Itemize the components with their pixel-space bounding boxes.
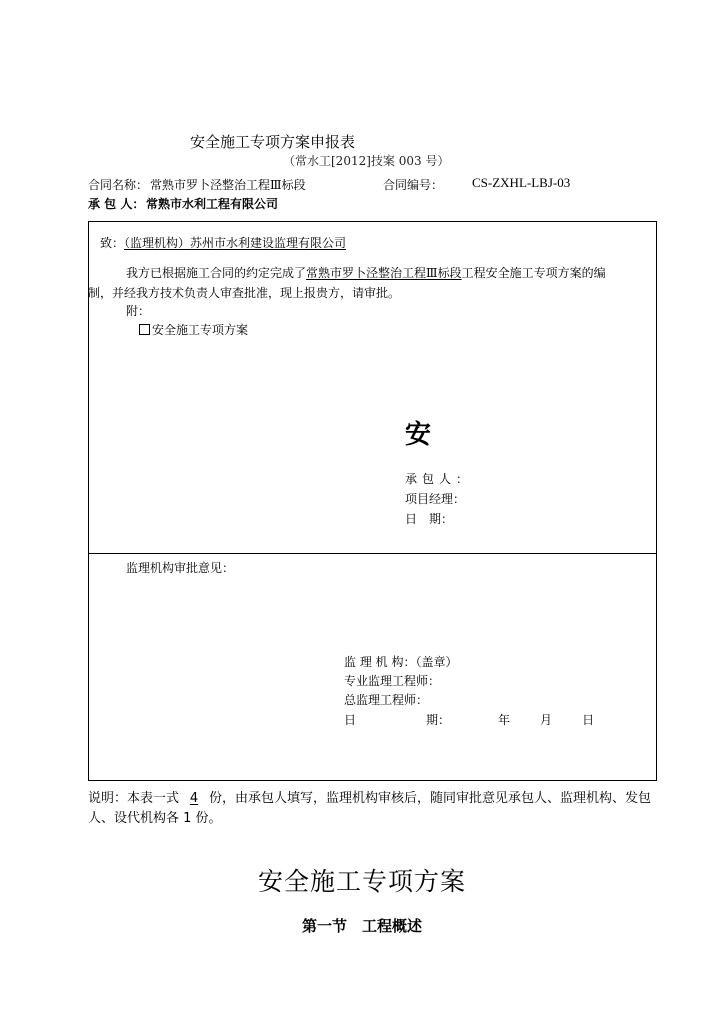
form-title: 安全施工专项方案申报表	[190, 133, 356, 151]
form-divider	[89, 553, 656, 554]
note-copies: 4	[189, 791, 199, 806]
supervising-engineer-label: 专业监理工程师：	[344, 674, 441, 688]
statement-project: 常熟市罗卜泾整治工程Ⅲ标段	[306, 266, 462, 280]
date-label-a: 日	[344, 713, 357, 727]
document-main-title: 安全施工专项方案	[257, 867, 466, 896]
supervision-date-line	[344, 711, 594, 728]
contract-name-label: 合同名称：	[88, 178, 149, 192]
contract-no-value: CS-ZXHL-LBJ-03	[472, 175, 571, 190]
statement-prefix: 我方已根据施工合同的约定完成了	[126, 266, 307, 280]
section-title: 第一节 工程概述	[301, 917, 422, 935]
note-suffix: 份，由承包人填写，监理机构审核后，随同审批意见承包人、监理机构、发包	[209, 791, 652, 806]
form-number: （常水工[2012]技案 003 号）	[283, 154, 450, 168]
addressee-line	[100, 234, 346, 251]
supervision-org-label: 监 理 机 构：（盖章）	[344, 655, 458, 669]
attachment-label: 附：	[126, 304, 151, 318]
chief-engineer-label: 总监理工程师：	[344, 693, 429, 707]
note-line-2: 人、设代机构各 1 份。	[88, 811, 222, 826]
date-label-b: 期：	[426, 713, 451, 727]
contractor-value: 常熟市水利工程有限公司	[146, 197, 279, 211]
statement-suffix: 工程安全施工专项方案的编	[461, 266, 606, 280]
contract-name-value: 常熟市罗卜泾整治工程Ⅲ标段	[150, 178, 306, 192]
attachment-checkbox[interactable]	[139, 324, 150, 335]
statement-line-2: 制，并经我方技术负责人审查批准，现上报贵方，请审批。	[88, 286, 401, 300]
supervision-opinion-label: 监理机构审批意见：	[126, 561, 235, 575]
day-label: 日	[582, 713, 595, 727]
seal-character: 安	[405, 420, 432, 450]
attachment-item-label: 安全施工专项方案	[152, 323, 249, 337]
month-label: 月	[540, 713, 553, 727]
contractor-date-label: 日 期：	[405, 512, 454, 526]
statement-line-1	[126, 264, 606, 281]
year-label: 年	[498, 713, 511, 727]
addressee-value: （监理机构）苏州市水利建设监理有限公司	[124, 236, 347, 250]
contractor-signature-label: 承包人：	[405, 472, 474, 486]
contractor-label: 承 包 人：	[88, 197, 145, 211]
note-line-1	[88, 787, 651, 806]
addressee-prefix: 致：	[100, 236, 125, 250]
note-prefix: 说明：本表一式	[88, 791, 180, 806]
contract-no-label: 合同编号：	[383, 178, 444, 192]
project-manager-label: 项目经理：	[405, 492, 466, 506]
attachment-item	[139, 321, 248, 338]
